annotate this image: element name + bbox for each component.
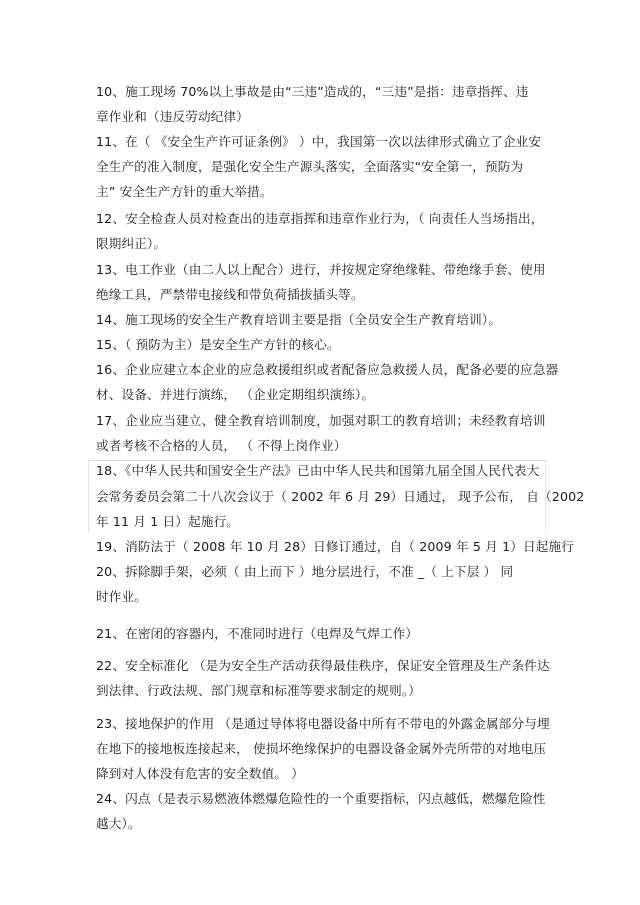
text-line-q21: 21、在密闭的容器内，不准同时进行（电焊及气焊工作） [96, 626, 419, 641]
text-line-q23-3: 降到对人体没有危害的安全数值。 ） [96, 766, 305, 781]
text-line-q18-2: 会常务委员会第二十八次会议于（ 2002 年 6 月 29）日通过， 现予公布， 自（2002 [96, 489, 585, 504]
text-line-q22-2: 到法律、行政法规、部门规章和标准等要求制定的规则。） [96, 683, 422, 698]
text-line-q17-2: 或者考核不合格的人员， （ 不得上岗作业） [96, 438, 347, 453]
text-line-q16-1: 16、企业应建立本企业的应急救援组织或者配备应急救援人员，配备必要的应急器 [96, 362, 559, 377]
text-line-q12-1: 12、安全检查人员对检查出的违章指挥和违章作业行为，（ 向责任人当场指出， [96, 211, 544, 226]
text-line-q20-2: 时作业。 [96, 589, 147, 604]
text-line-q18-1: 18、《中华人民共和国安全生产法》已由中华人民共和国第九届全国人民代表大 [96, 463, 540, 478]
text-line-q12-2: 限期纠正）。 [96, 236, 167, 251]
text-line-q23-2: 在地下的接地板连接起来， 使损坏绝缘保护的电器设备金属外壳所带的对地电压 [96, 741, 547, 756]
text-line-q11-3: 主” 安全生产方针的重大举措。 [96, 184, 273, 199]
text-line-q10-1: 10、施工现场 70%以上事故是由“三违”造成的，“三违”是指：违章指挥、违 [96, 84, 529, 99]
text-line-q10-2: 章作业和（违反劳动纪律） [96, 109, 249, 124]
text-line-q18-3: 年 11 月 1 日）起施行。 [96, 514, 240, 529]
text-line-q22-1: 22、安全标准化 （是为安全生产活动获得最佳秩序，保证安全管理及生产条件达 [96, 658, 550, 673]
text-line-q14: 14、施工现场的安全生产教育培训主要是指（全员安全生产教育培训）。 [96, 312, 502, 327]
text-line-q17-1: 17、企业应当建立、健全教育培训制度，加强对职工的教育培训；未经教育培训 [96, 413, 546, 428]
text-line-q20-1: 20、拆除脚手架，必须（ 由上而下 ）地分层进行，不准 _（ 上下层 ） 同 [96, 564, 514, 579]
text-line-q13-2: 绝缘工具，严禁带电接线和带负荷插拔插头等。 [96, 287, 364, 302]
text-line-q13-1: 13、电工作业（由二人以上配合）进行，并按规定穿绝缘鞋、带绝缘手套、使用 [96, 262, 546, 277]
text-line-q23-1: 23、接地保护的作用 （是通过导体将电器设备中所有不带电的外露金属部分与埋 [96, 716, 550, 731]
text-line-q11-1: 11、在（ 《安全生产许可证条例》 ）中，我国第一次以法律形式确立了企业安 [96, 134, 542, 149]
text-line-q24-2: 越大）。 [96, 816, 141, 831]
text-line-q24-1: 24、闪点（是表示易燃液体燃爆危险性的一个重要指标，闪点越低，燃爆危险性 [96, 791, 546, 806]
text-line-q11-2: 全生产的准入制度，是强化安全生产源头落实，全面落实“安全第一，预防为 [96, 159, 524, 174]
text-line-q15: 15、（ 预防为主）是安全生产方针的核心。 [96, 337, 340, 352]
text-line-q19: 19、消防法于（ 2008 年 10 月 28）日修订通过，自（ 2009 年 5 月 1）日起施行 [96, 539, 574, 554]
text-line-q16-2: 材、设备、并进行演练， （企业定期组织演练）。 [96, 387, 375, 402]
